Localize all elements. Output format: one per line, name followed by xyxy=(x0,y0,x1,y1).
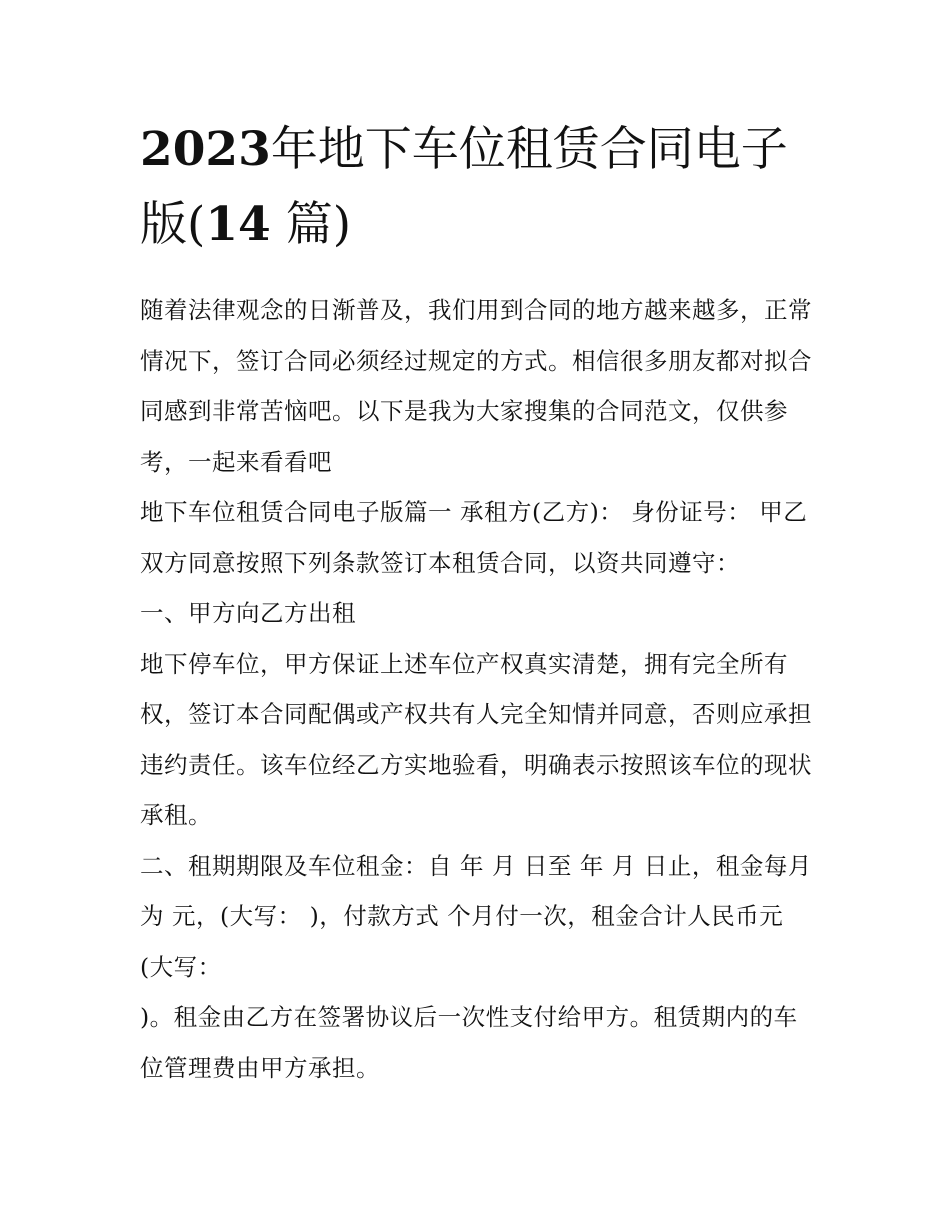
document-title xyxy=(140,112,812,262)
title-year: 2023 xyxy=(140,122,271,177)
clause-two-body: 二、租期期限及车位租金：自 年 月 日至 年 月 日止，租金每月为 元，(大写： )，付款方式 个月付一次，租金合计人民币元(大写： xyxy=(140,851,812,981)
title-count: 14 xyxy=(205,197,271,252)
document-body xyxy=(140,112,812,1093)
title-tail: 篇) xyxy=(270,197,352,252)
clause-two-continuation: )。租金由乙方在签署协议后一次性支付给甲方。租赁期内的车位管理费由甲方承担。 xyxy=(140,1003,798,1082)
contract-opening-paragraph: 地下车位租赁合同电子版篇一 承租方(乙方)： 身份证号： 甲乙双方同意按照下列条款签订本租赁合同，以资共同遵守： xyxy=(140,498,808,577)
intro-paragraph: 随着法律观念的日渐普及，我们用到合同的地方越来越多，正常情况下，签订合同必须经过规定的方式。相信很多朋友都对拟合同感到非常苦恼吧。以下是我为大家搜集的合同范文，仅供参考，一起来看看吧 xyxy=(140,296,812,476)
title-main: 年地下车位租赁合同电子版( xyxy=(140,122,788,252)
clause-one-heading: 一、甲方向乙方出租 xyxy=(140,599,356,627)
clause-one-body: 地下停车位，甲方保证上述车位产权真实清楚，拥有完全所有权，签订本合同配偶或产权共有人完全知情并同意，否则应承担违约责任。该车位经乙方实地验看，明确表示按照该车位的现状承租。 xyxy=(140,649,812,829)
